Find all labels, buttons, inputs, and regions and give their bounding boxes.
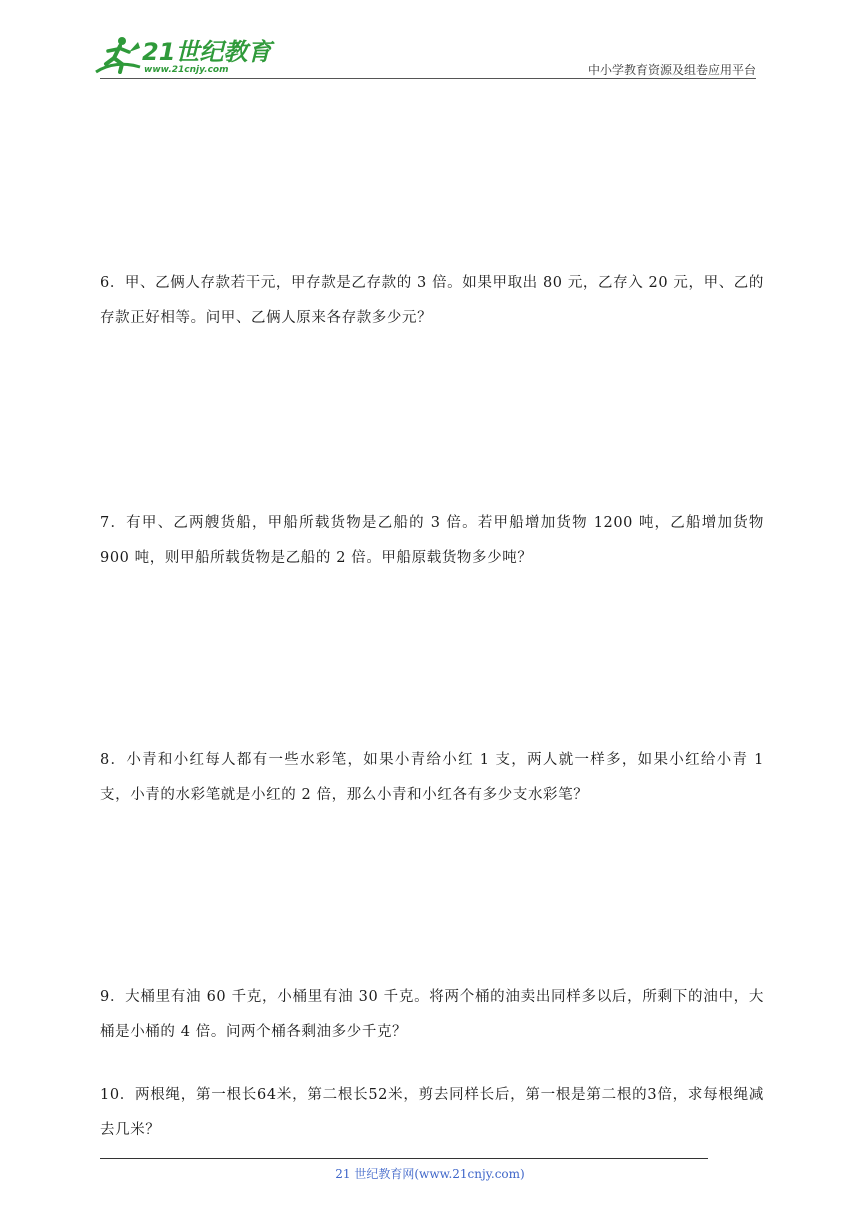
footer-divider xyxy=(100,1158,708,1159)
question-6: 6．甲、乙俩人存款若干元，甲存款是乙存款的 3 倍。如果甲取出 80 元，乙存入 20 元，甲、乙的存款正好相等。问甲、乙俩人原来各存款多少元？ xyxy=(100,275,765,326)
runner-logo-icon xyxy=(94,34,144,78)
footer-link[interactable]: 21 世纪教育网(www.21cnjy.com) xyxy=(335,1167,525,1181)
question-8: 8．小青和小红每人都有一些水彩笔，如果小青给小红 1 支，两人就一样多，如果小红给小青 1 支，小青的水彩笔就是小红的 2 倍，那么小青和小红各有多少支水彩笔？ xyxy=(100,752,764,803)
site-logo[interactable] xyxy=(94,34,272,78)
page-header xyxy=(0,0,860,90)
logo-url: www.21cnjy.com xyxy=(144,65,229,75)
question-7: 7．有甲、乙两艘货船，甲船所载货物是乙船的 3 倍。若甲船增加货物 1200 吨，乙船增加货物 900 吨，则甲船所载货物是乙船的 2 倍。甲船原载货物多少吨？ xyxy=(100,515,764,566)
question-10: 10．两根绳，第一根长64米，第二根长52米，剪去同样长后，第一根是第二根的3倍，求每根绳减去几米？ xyxy=(100,1087,764,1138)
header-divider xyxy=(100,78,756,79)
question-9: 9．大桶里有油 60 千克，小桶里有油 30 千克。将两个桶的油卖出同样多以后，所剩下的油中，大桶是小桶的 4 倍。问两个桶各剩油多少千克？ xyxy=(100,989,764,1040)
logo-wordmark: 21世纪教育 xyxy=(142,38,272,66)
platform-tagline: 中小学教育资源及组卷应用平台 xyxy=(587,63,756,77)
